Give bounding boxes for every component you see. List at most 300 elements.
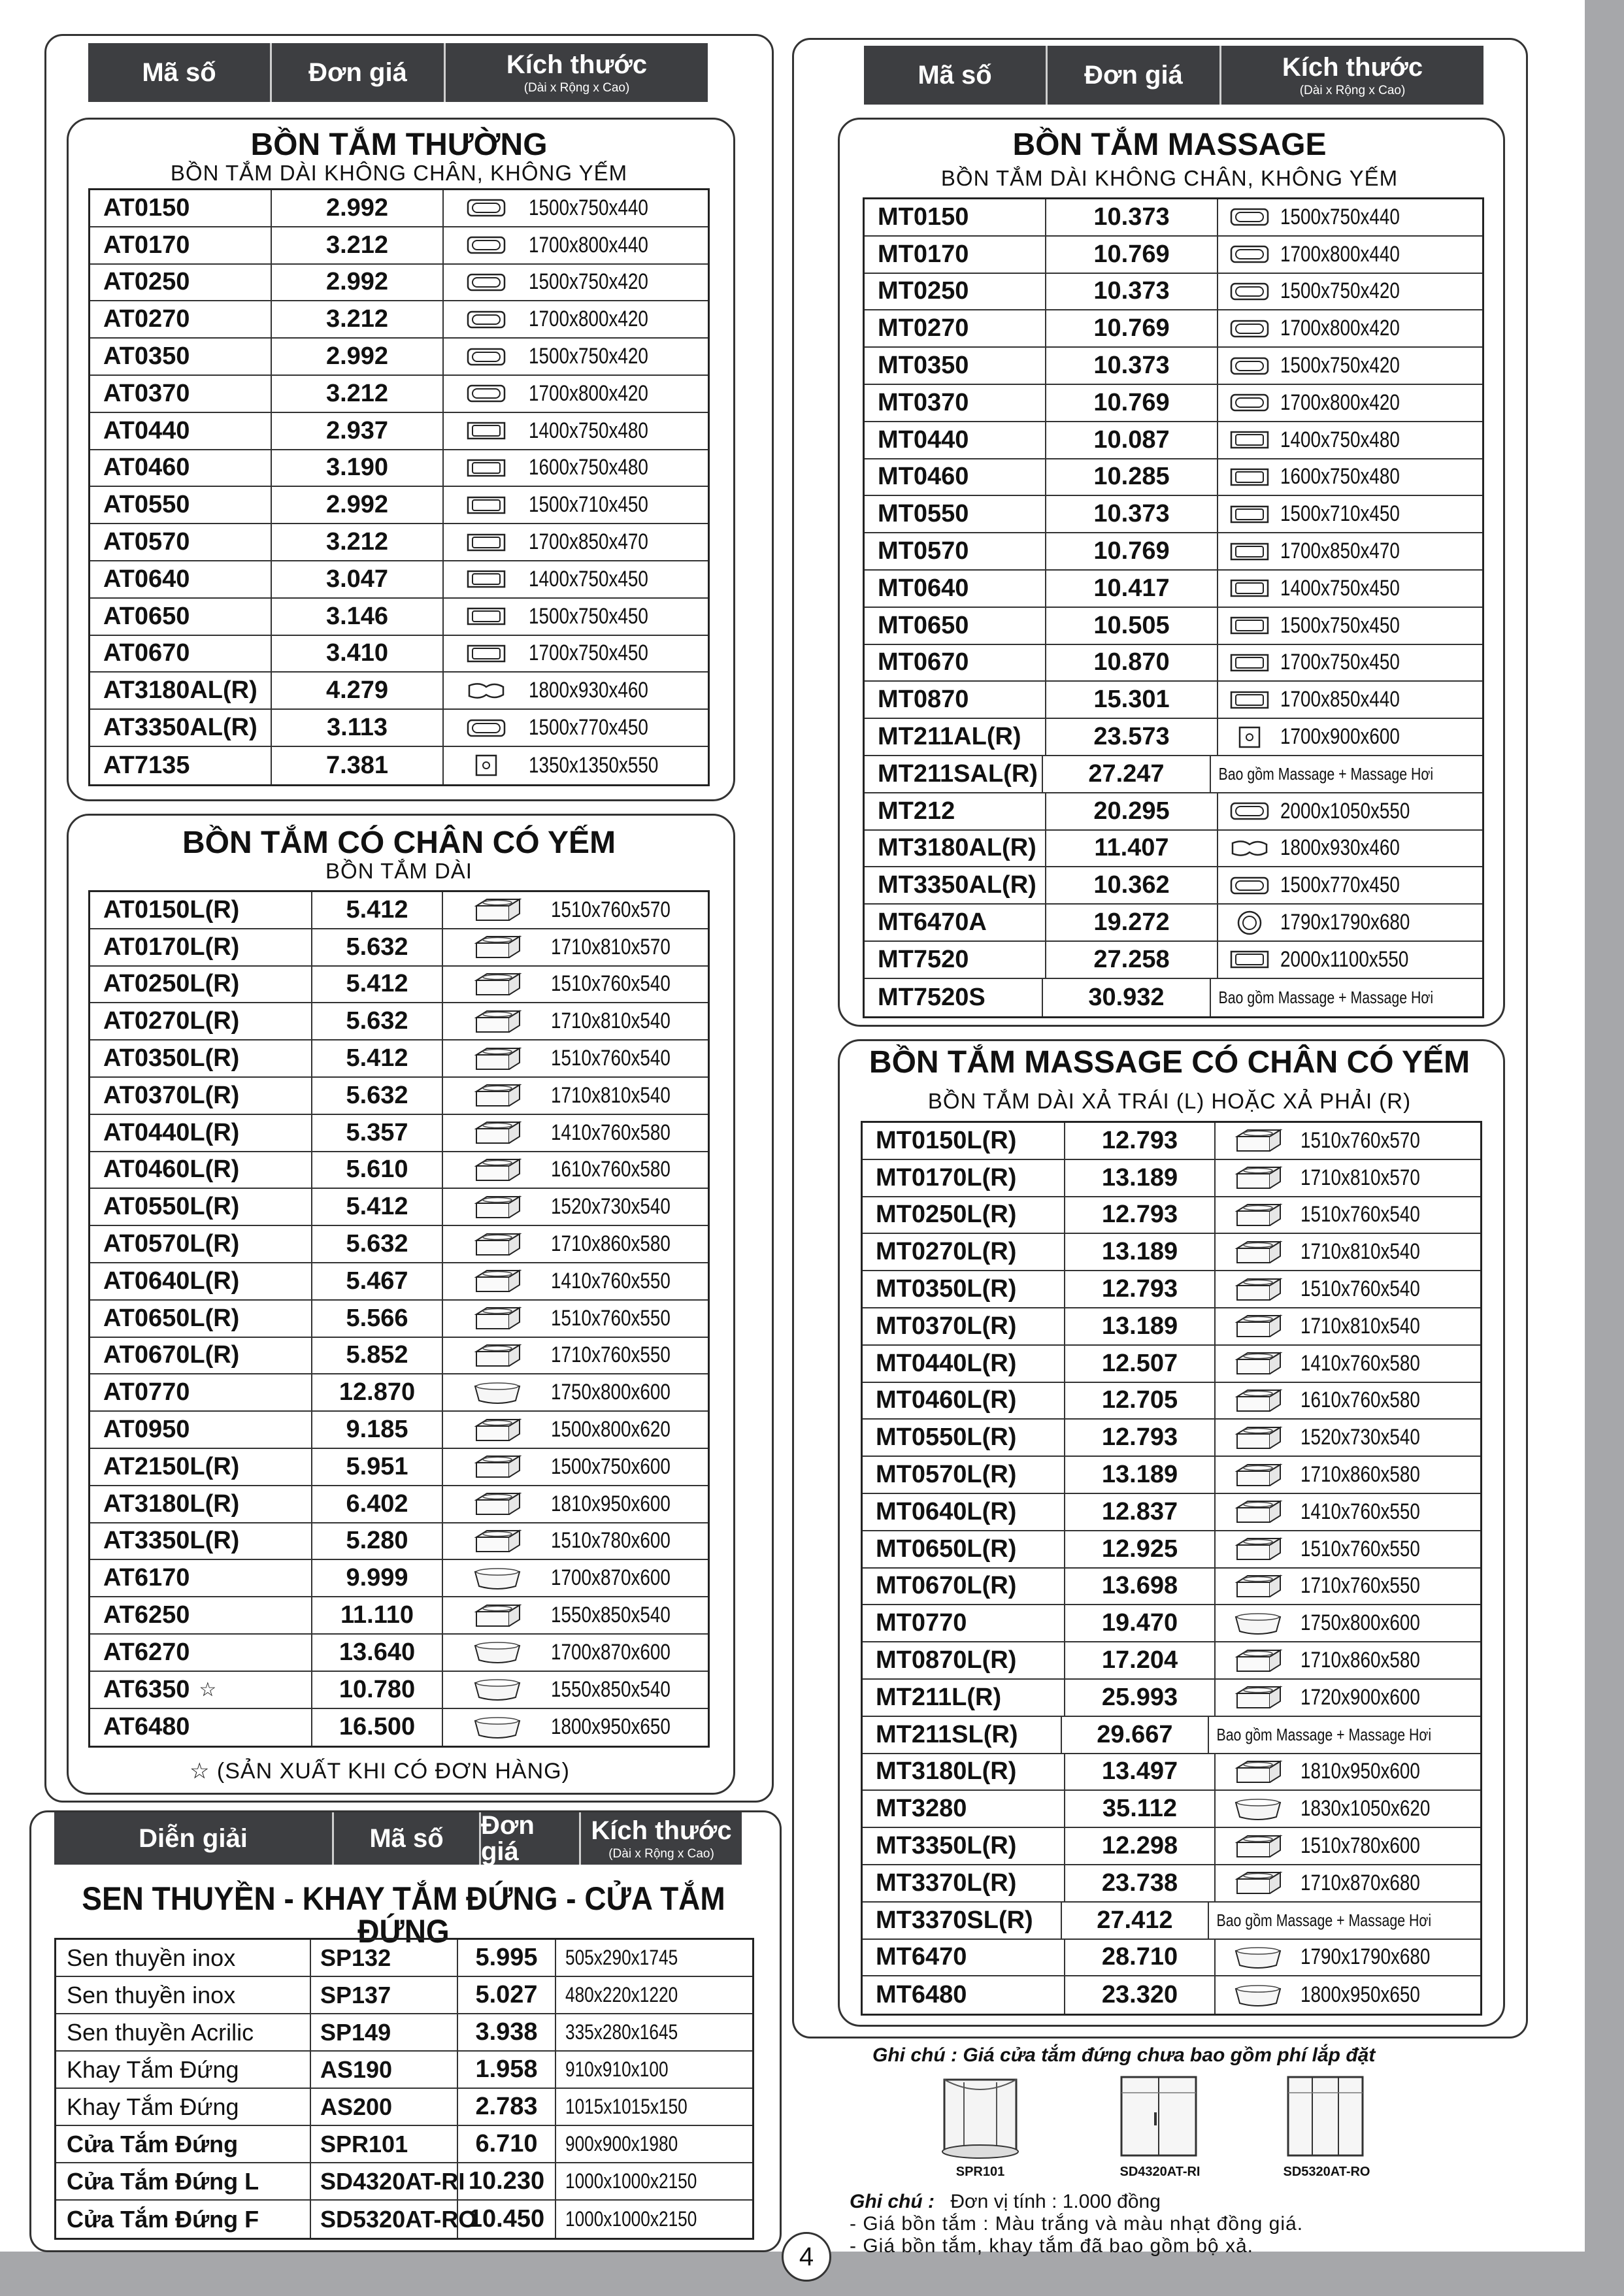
product-size: 1600x750x480 (1280, 464, 1400, 490)
tub-3d-icon (443, 1417, 551, 1443)
product-code-text: MT3370L(R) (876, 1869, 1017, 1897)
table-row (865, 348, 1482, 385)
product-size: 1400x750x480 (529, 418, 648, 443)
tub-oval-icon (1218, 282, 1280, 301)
tub-freestanding-icon (1216, 1944, 1301, 1971)
product-code (90, 1301, 312, 1337)
product-code-text: AT0950 (103, 1416, 190, 1444)
product-code (865, 385, 1046, 421)
product-code (863, 1865, 1065, 1901)
table-row (863, 1531, 1480, 1569)
table-row (90, 1374, 708, 1412)
note-line-drain: - Giá bồn tắm, khay tắm đã bao gồm bộ xả. (850, 2235, 1253, 2257)
product-size-cell (444, 413, 708, 449)
product-code (90, 339, 272, 374)
product-size-cell (443, 1486, 708, 1522)
tub-3d-icon (443, 971, 551, 997)
product-size-cell (443, 1226, 708, 1262)
left-table-header (88, 43, 708, 102)
product-code-text: MT0440 (878, 425, 969, 454)
product-size-cell (556, 2201, 752, 2238)
product-code (90, 1635, 312, 1671)
product-code-text: MT7520 (878, 945, 969, 973)
note-lines (850, 2213, 1303, 2257)
product-size: 1015x1015x150 (565, 2095, 688, 2118)
product-price: 10.373 (1046, 496, 1218, 532)
product-price: 3.212 (272, 227, 444, 263)
product-description: Cửa Tắm Đứng (56, 2126, 311, 2162)
product-size: 1700x750x450 (529, 641, 648, 666)
tub-oval-icon (444, 718, 529, 738)
product-description: Khay Tắm Đứng (56, 2089, 311, 2125)
product-code (863, 1531, 1065, 1567)
product-code: SP132 (311, 1940, 458, 1976)
product-size-cell (1216, 1791, 1480, 1827)
product-code (863, 1123, 1065, 1159)
product-size: 1550x850x540 (551, 1603, 671, 1628)
product-price: 5.412 (312, 892, 443, 928)
product-size: 1410x760x580 (1301, 1350, 1420, 1376)
product-code-text: AT0350 (103, 342, 190, 371)
product-code-text: AT0150 (103, 193, 190, 222)
product-size-cell (1216, 1234, 1480, 1270)
product-code-text: MT0460 (878, 463, 969, 491)
product-code-text: MT3180L(R) (876, 1757, 1017, 1786)
table-row (865, 942, 1482, 979)
product-code (863, 1680, 1065, 1716)
product-size: 1800x930x460 (1280, 835, 1400, 861)
table-row (863, 1346, 1480, 1383)
product-price: 5.467 (312, 1263, 443, 1299)
tub-3d-icon (1216, 1462, 1301, 1488)
tub-rect-icon (444, 421, 529, 441)
table-row (863, 1754, 1480, 1791)
product-size: 1700x850x440 (1280, 687, 1400, 712)
product-code-text: MT0670L(R) (876, 1572, 1017, 1600)
product-code (90, 1338, 312, 1374)
product-size: 1700x870x600 (551, 1639, 671, 1665)
product-code (863, 1494, 1065, 1530)
section2-footnote: ☆ (SẢN XUẤT KHI CÓ ĐƠN HÀNG) (190, 1759, 570, 1784)
product-code: AS190 (311, 2052, 458, 2088)
product-size-cell (443, 1709, 708, 1746)
product-code (90, 636, 272, 672)
product-price: 3.212 (272, 376, 444, 412)
product-code (90, 1152, 312, 1188)
product-size-cell (1216, 1976, 1480, 2014)
section2-title: BỒN TẮM CÓ CHÂN CÓ YẾM (182, 825, 616, 860)
product-size-cell (443, 1635, 708, 1671)
table-row (90, 1412, 708, 1449)
product-price: 10.373 (1046, 274, 1218, 310)
table-row (90, 561, 708, 599)
product-size: 900x900x1980 (565, 2132, 678, 2155)
product-code-text: AT0440L(R) (103, 1118, 240, 1146)
product-size: 505x290x1745 (565, 1946, 678, 1969)
table-row (863, 1940, 1480, 1977)
product-size: 1700x870x600 (551, 1565, 671, 1591)
product-code (863, 1717, 1062, 1753)
product-code (863, 1383, 1065, 1419)
product-code (90, 1560, 312, 1596)
table-row (865, 385, 1482, 422)
product-code-text: AT0640L(R) (103, 1267, 240, 1295)
product-price: 15.301 (1046, 682, 1218, 718)
tub-square-icon (1218, 725, 1280, 749)
header-code-2: Mã số (334, 1812, 481, 1865)
product-size: 1350x1350x550 (529, 752, 659, 778)
product-size: 1000x1000x2150 (565, 2169, 697, 2193)
table-row (56, 2201, 752, 2238)
product-code (865, 719, 1046, 755)
product-code (90, 413, 272, 449)
product-price: 2.992 (272, 339, 444, 374)
tub-3d-icon (443, 1268, 551, 1294)
product-price: 3.938 (458, 2014, 556, 2050)
product-code (90, 1709, 312, 1746)
product-code (865, 274, 1046, 310)
product-code (863, 1234, 1065, 1270)
tub-freestanding-icon (443, 1565, 551, 1591)
product-price: 10.087 (1046, 422, 1218, 458)
product-size-cell (1218, 608, 1482, 644)
product-size-cell (1209, 1717, 1480, 1753)
product-code-text: MT211SL(R) (876, 1720, 1018, 1748)
product-price: 2.992 (272, 265, 444, 301)
product-size: 1510x780x600 (551, 1528, 671, 1554)
tub-rect-icon (1218, 505, 1280, 524)
product-code-text: MT0150 (878, 203, 969, 231)
product-code-text: AT0350L(R) (103, 1044, 240, 1073)
product-price: 10.769 (1046, 310, 1218, 346)
product-size: 1830x1050x620 (1301, 1796, 1431, 1822)
tub-oval-icon (1218, 356, 1280, 376)
product-size-cell (1218, 237, 1482, 273)
product-size: 1500x750x450 (1280, 612, 1400, 638)
product-code (863, 1903, 1062, 1938)
product-size-cell (1216, 1940, 1480, 1976)
product-code-text: AT0550L(R) (103, 1193, 240, 1221)
product-description: Sen thuyền inox (56, 1977, 311, 2013)
tub-freestanding-icon (443, 1714, 551, 1740)
product-size: 1790x1790x680 (1301, 1944, 1431, 1970)
product-size-cell (1216, 1531, 1480, 1567)
product-price: 3.410 (272, 636, 444, 672)
product-code (865, 237, 1046, 273)
table-row (863, 1383, 1480, 1420)
product-price: 2.937 (272, 413, 444, 449)
product-price: 5.632 (312, 1226, 443, 1262)
product-price: 5.610 (312, 1152, 443, 1188)
product-size-cell (1216, 1420, 1480, 1456)
product-code (90, 1263, 312, 1299)
table-row (90, 1152, 708, 1190)
tub-3d-icon (443, 1454, 551, 1480)
product-size-cell (443, 1597, 708, 1633)
door-label-2: SD4320AT-RI (1119, 2165, 1201, 2179)
product-code (90, 561, 272, 597)
product-price: 27.247 (1043, 756, 1212, 792)
product-size: 1400x750x450 (1280, 575, 1400, 601)
table-row (90, 1301, 708, 1338)
product-size: 1510x760x540 (1301, 1276, 1420, 1302)
product-code-text: MT7520S (878, 983, 986, 1011)
product-size: 1800x930x460 (529, 678, 648, 703)
table-row (90, 190, 708, 227)
tub-3d-icon (1216, 1313, 1301, 1339)
tub-3d-icon (443, 1305, 551, 1331)
product-code (90, 747, 272, 784)
tub-oval-icon (444, 310, 529, 329)
tub-3d-icon (443, 1603, 551, 1629)
right-gray-bar (1585, 0, 1624, 2296)
product-code (863, 1605, 1065, 1641)
product-code (90, 190, 272, 226)
product-size-cell (1218, 867, 1482, 903)
product-code-text: MT0440L(R) (876, 1349, 1017, 1377)
product-price: 28.710 (1065, 1940, 1216, 1976)
product-size-cell (443, 1003, 708, 1039)
tub-3d-icon (1216, 1684, 1301, 1710)
table-row (865, 793, 1482, 831)
door-sd5320-icon (1283, 2073, 1368, 2161)
product-size: 1400x750x480 (1280, 427, 1400, 452)
product-size-cell (1216, 1642, 1480, 1678)
page-number: 4 (782, 2232, 831, 2282)
tub-freestanding-icon (1216, 1610, 1301, 1637)
tub-3d-icon (443, 1046, 551, 1072)
product-code-text: AT0670L(R) (103, 1341, 240, 1369)
product-code-text: MT6480 (876, 1981, 967, 2009)
product-size-cell (444, 450, 708, 486)
tub-3d-icon (1216, 1202, 1301, 1228)
product-code-text: AT0370L(R) (103, 1081, 240, 1109)
product-size: 1400x750x450 (529, 566, 648, 591)
table-row (90, 673, 708, 710)
product-size-cell (1218, 199, 1482, 235)
table-row (90, 265, 708, 302)
product-code (90, 524, 272, 560)
product-price: 3.146 (272, 599, 444, 635)
product-size: 2000x1100x550 (1280, 946, 1409, 972)
product-code (865, 793, 1046, 829)
product-price: 11.110 (312, 1597, 443, 1633)
product-size: 1500x750x440 (1280, 204, 1400, 229)
product-price: 5.995 (458, 1940, 556, 1976)
product-size: 1710x810x540 (551, 1008, 671, 1034)
product-note: Bao gồm Massage + Massage Hơi (1216, 1910, 1432, 1930)
table-row (865, 459, 1482, 497)
product-price: 10.230 (458, 2163, 556, 2199)
product-size-cell (443, 967, 708, 1003)
product-code: SP137 (311, 1977, 458, 2013)
product-size: 1520x730x540 (1301, 1425, 1420, 1450)
product-code (865, 905, 1046, 940)
product-note: Bao gồm Massage + Massage Hơi (1216, 1724, 1432, 1744)
table-row (90, 1226, 708, 1263)
table-row (90, 1672, 708, 1709)
product-code: SPR101 (311, 2126, 458, 2162)
product-size-cell (444, 636, 708, 672)
product-size-cell (443, 1263, 708, 1299)
product-size: 1500x770x450 (1280, 873, 1400, 898)
product-code (863, 1828, 1065, 1864)
product-size-cell (443, 1412, 708, 1448)
product-size-cell (443, 1672, 708, 1708)
product-code-text: AT0650L(R) (103, 1304, 240, 1332)
table-row (90, 524, 708, 561)
table-row (56, 2052, 752, 2089)
product-code (90, 673, 272, 708)
product-size: 1500x750x420 (1280, 353, 1400, 378)
product-price: 13.497 (1065, 1754, 1216, 1790)
product-size-cell (443, 1301, 708, 1337)
product-price: 12.705 (1065, 1383, 1216, 1419)
section3-table (863, 197, 1484, 1018)
product-size: 1710x860x580 (1301, 1648, 1420, 1673)
product-code-text: MT0370L(R) (876, 1312, 1017, 1340)
product-size-cell (1218, 905, 1482, 940)
tub-rect-icon (444, 644, 529, 663)
product-price: 10.373 (1046, 348, 1218, 384)
product-price: 13.189 (1065, 1308, 1216, 1344)
table-row (865, 571, 1482, 608)
product-code (865, 608, 1046, 644)
product-size-cell (1218, 385, 1482, 421)
product-code-text: AT0250L(R) (103, 970, 240, 998)
product-code (865, 645, 1046, 681)
table-row (865, 867, 1482, 905)
header-price: Đơn giá (272, 43, 446, 102)
product-code-text: MT0570 (878, 537, 969, 565)
product-price: 4.279 (272, 673, 444, 708)
product-price: 3.212 (272, 524, 444, 560)
table-row (90, 376, 708, 413)
product-price: 12.870 (312, 1374, 443, 1410)
product-size-cell (1218, 831, 1482, 867)
product-size: 1700x800x420 (529, 380, 648, 406)
product-code (90, 1003, 312, 1039)
product-price: 5.027 (458, 1977, 556, 2013)
product-code-text: MT0270L(R) (876, 1238, 1017, 1266)
table-row (865, 608, 1482, 645)
product-size: 1500x800x620 (551, 1417, 671, 1442)
product-description: Sen thuyền inox (56, 1940, 311, 1976)
product-code-text: MT0250 (878, 277, 969, 305)
product-size: 1700x850x470 (529, 529, 648, 555)
product-size: 1410x760x580 (551, 1120, 671, 1145)
tub-rect-icon (1218, 430, 1280, 450)
product-size-cell (1216, 1680, 1480, 1716)
product-code-text: AT3350AL(R) (103, 714, 257, 742)
product-code (90, 710, 272, 746)
product-size: 480x220x1220 (565, 1983, 678, 2006)
product-code (90, 929, 312, 965)
product-price: 5.280 (312, 1523, 443, 1559)
product-size-cell (443, 892, 708, 928)
product-price: 30.932 (1043, 979, 1212, 1016)
product-price: 13.189 (1065, 1160, 1216, 1196)
product-size: 1710x810x570 (1301, 1165, 1420, 1190)
product-size-cell (443, 1374, 708, 1410)
table-row (863, 1717, 1480, 1754)
tub-freestanding-icon (443, 1639, 551, 1665)
section2-subtitle: BỒN TẮM DÀI (325, 859, 472, 883)
product-price: 12.507 (1065, 1346, 1216, 1382)
product-code (863, 1197, 1065, 1233)
product-code-text: AT6270 (103, 1638, 190, 1666)
product-size-cell (444, 710, 708, 746)
table-row (56, 2126, 752, 2163)
table-row (865, 682, 1482, 719)
product-code (90, 1486, 312, 1522)
product-size: 1800x950x650 (1301, 1982, 1420, 2008)
product-code (863, 1420, 1065, 1456)
tub-3d-icon (443, 1157, 551, 1183)
product-code-text: MT0170L(R) (876, 1163, 1017, 1191)
product-code (865, 979, 1043, 1016)
tub-3d-icon (1216, 1425, 1301, 1451)
shower-table-header (54, 1812, 742, 1865)
table-row (863, 1791, 1480, 1828)
note-text-1: Giá cửa tắm đứng chưa bao gồm phí lắp đặt (963, 2044, 1376, 2066)
product-size: 1500x750x420 (1280, 278, 1400, 304)
table-row (863, 1605, 1480, 1642)
table-row (90, 227, 708, 265)
product-code (865, 496, 1046, 532)
product-price: 10.769 (1046, 237, 1218, 273)
star-icon: ☆ (199, 1678, 217, 1701)
table-row (865, 274, 1482, 311)
product-code (865, 199, 1046, 235)
product-size: 1500x770x450 (529, 715, 648, 740)
table-row (863, 1642, 1480, 1680)
header-code-r: Mã số (864, 46, 1048, 105)
product-size-cell (443, 1115, 708, 1151)
table-row (865, 533, 1482, 571)
product-size: 1510x760x570 (1301, 1127, 1420, 1153)
tub-3d-icon (1216, 1127, 1301, 1154)
door-label-1: SPR101 (955, 2165, 1005, 2179)
tub-oval-icon (1218, 207, 1280, 227)
product-code (865, 942, 1046, 978)
header-size-r: Kích thước (Dài x Rộng x Cao) (1282, 52, 1423, 97)
product-code (863, 1976, 1065, 2014)
product-size: 1710x870x680 (1301, 1870, 1420, 1895)
tub-3d-icon (1216, 1833, 1301, 1859)
section3-title: BỒN TẮM MASSAGE (1012, 127, 1327, 162)
table-row (90, 301, 708, 339)
product-size: 1600x750x480 (529, 455, 648, 480)
product-code-text: MT0640L(R) (876, 1497, 1017, 1525)
product-code-text: AT3350L(R) (103, 1527, 240, 1555)
product-size: 1500x750x420 (529, 269, 648, 295)
tub-rect-icon (444, 458, 529, 478)
header-price-r: Đơn giá (1048, 46, 1221, 105)
product-code (865, 310, 1046, 346)
product-code (90, 1189, 312, 1225)
product-size-cell (444, 599, 708, 635)
product-code (865, 422, 1046, 458)
header-desc: Diễn giải (54, 1812, 334, 1865)
table-row (863, 1197, 1480, 1235)
product-code (90, 1078, 312, 1114)
table-row (865, 756, 1482, 793)
product-code-text: MT3350AL(R) (878, 871, 1036, 899)
product-size-cell (444, 487, 708, 523)
product-code-text: MT0570L(R) (876, 1461, 1017, 1489)
table-row (90, 710, 708, 747)
